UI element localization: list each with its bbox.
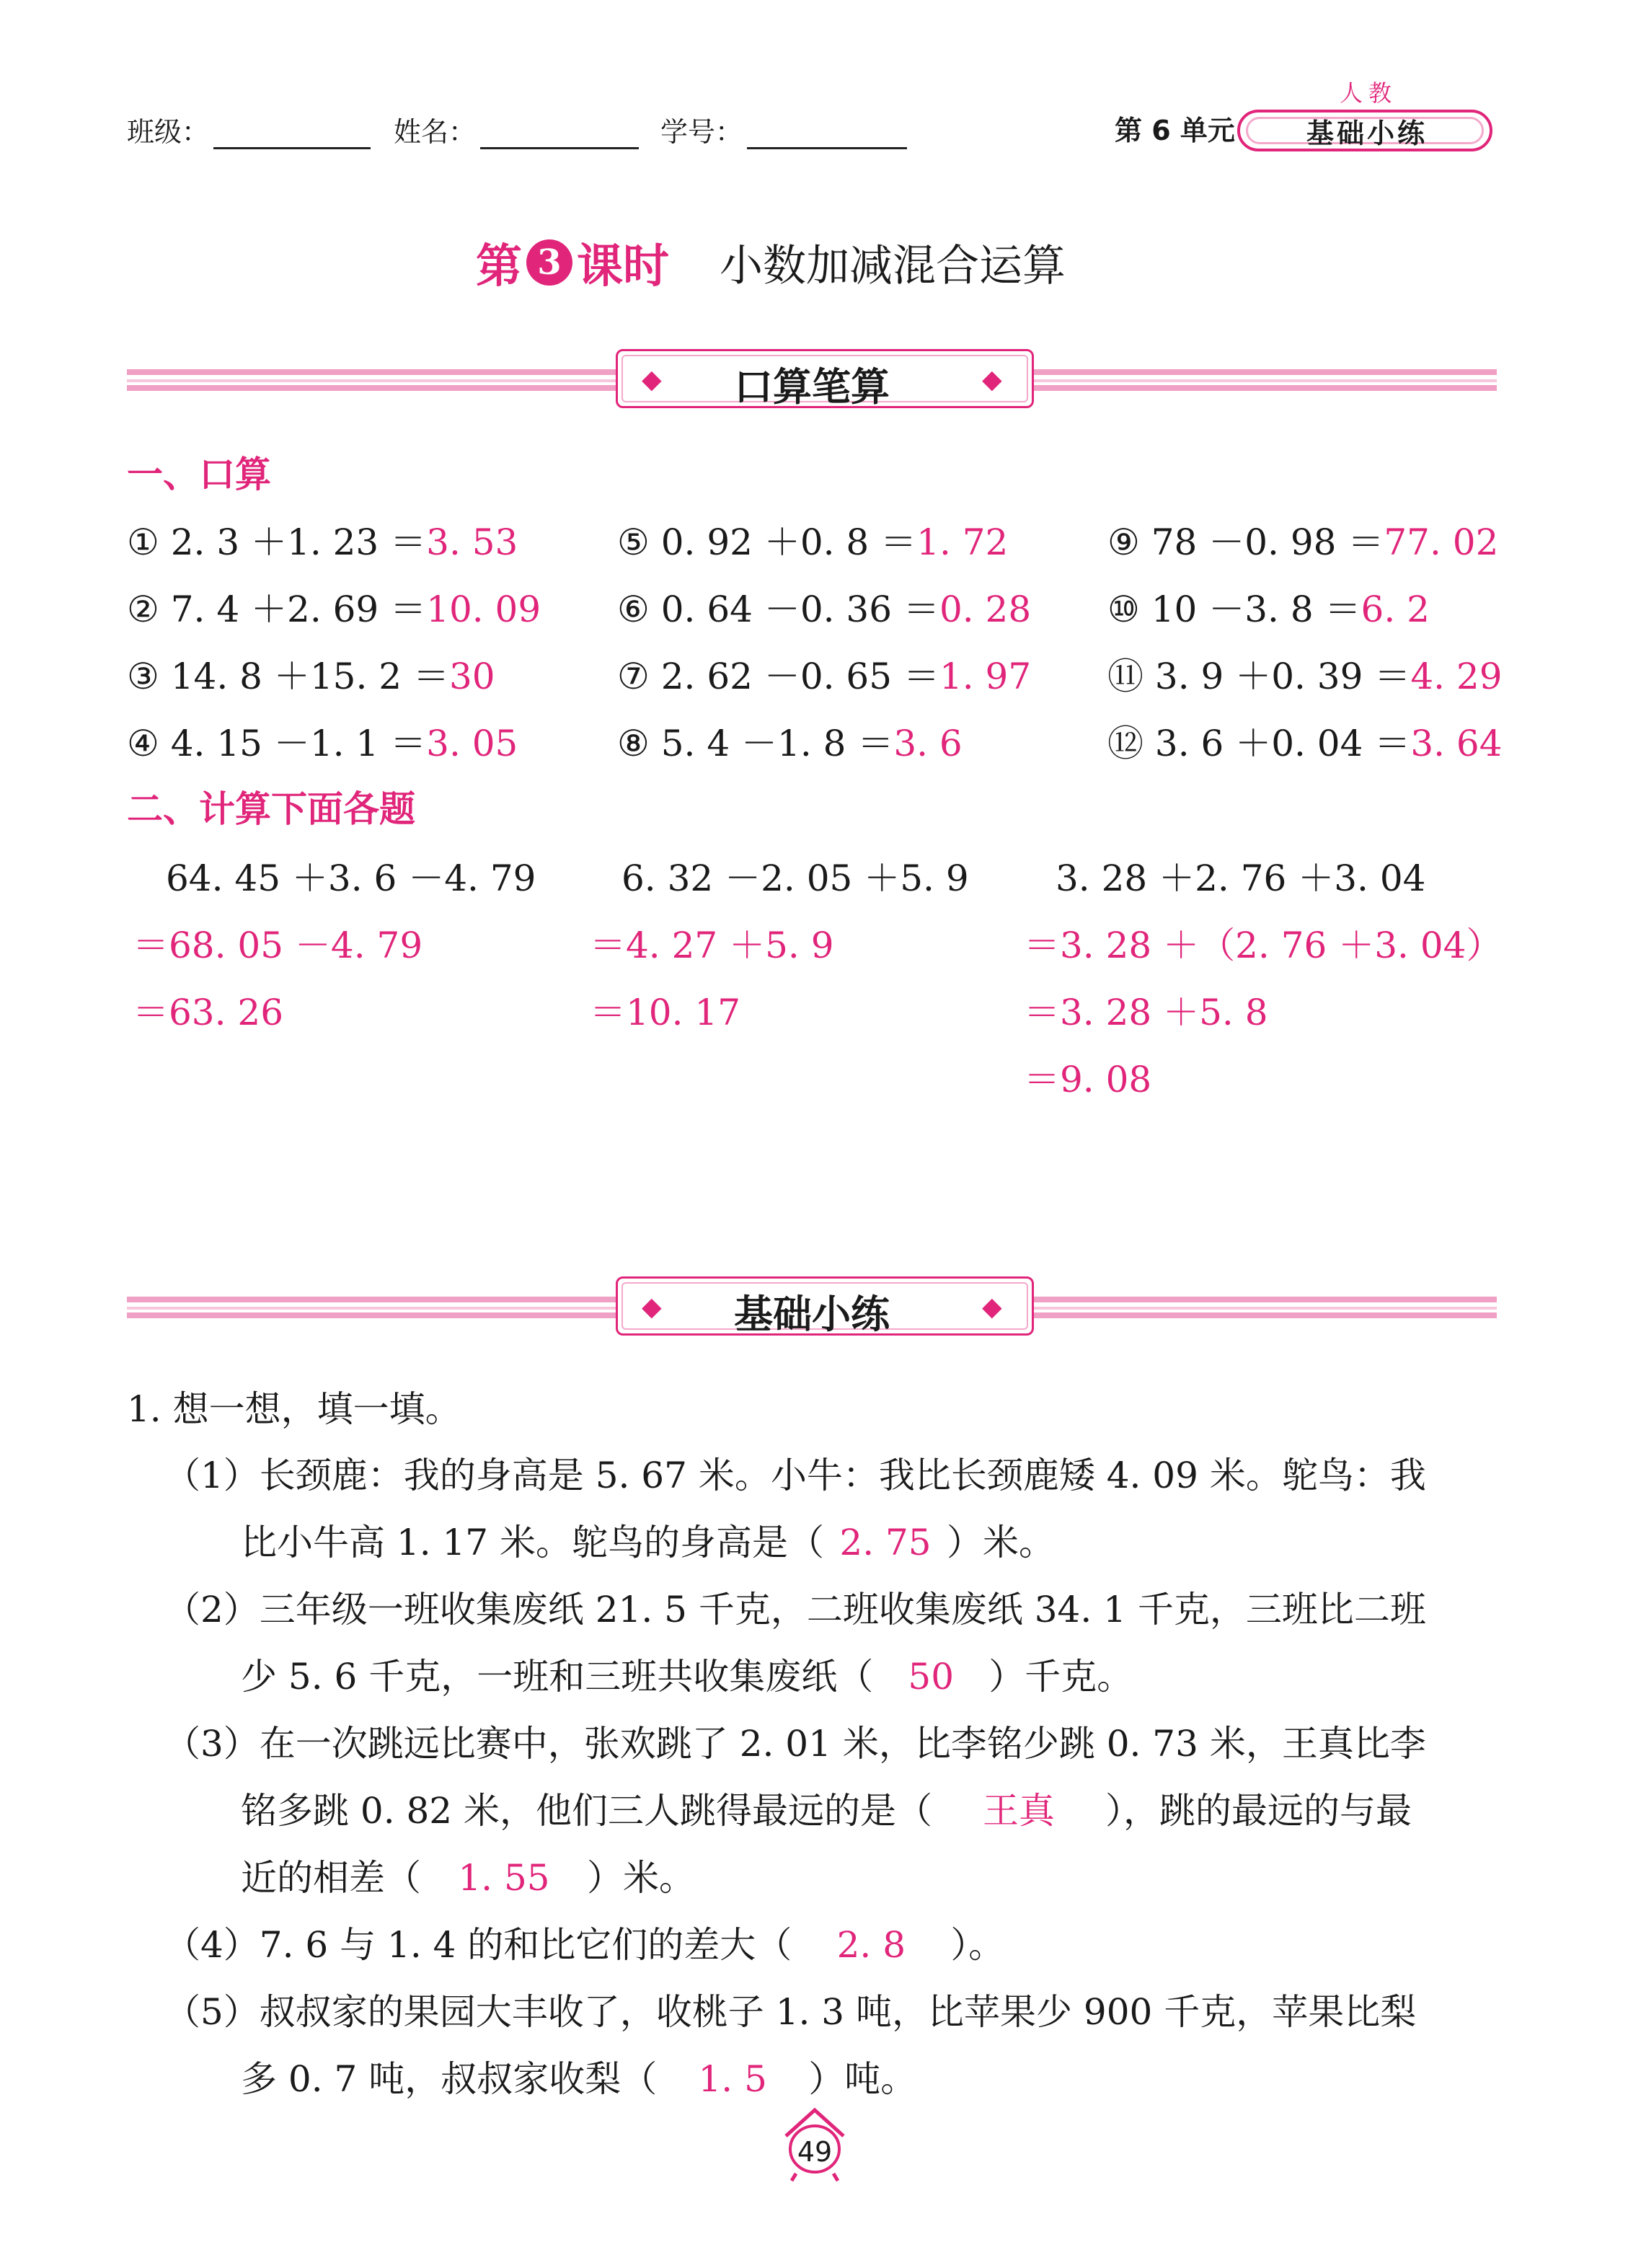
question-line: 少 5. 6 千克，一班和三班共收集废纸（ 50 ）千克。: [241, 1656, 1133, 1698]
question-line: 近的相差（ 1. 55 ）米。: [241, 1857, 695, 1899]
page-number-badge: [779, 2104, 851, 2184]
written-step: ＝3. 28 ＋5. 8: [1024, 992, 1268, 1033]
question-line: （4）7. 6 与 1. 4 的和比它们的差大（ 2. 8 ）。: [164, 1924, 1005, 1966]
oral-item: ⑪ 3. 9 ＋0. 39 ＝4. 29: [1107, 656, 1503, 697]
question-line: （3）在一次跳远比赛中，张欢跳了 2. 01 米，比李铭少跳 0. 73 米，王真比李: [164, 1723, 1426, 1765]
class-label: 班级：: [127, 116, 210, 148]
oral-item: ⑤ 0. 92 ＋0. 8 ＝1. 72: [617, 521, 1009, 563]
oral-item: ④ 4. 15 －1. 1 ＝3. 05: [127, 723, 518, 764]
oral-item: ⑩ 10 －3. 8 ＝6. 2: [1107, 588, 1430, 630]
oral-item: ⑨ 78 －0. 98 ＝77. 02: [1107, 521, 1499, 563]
question-line: （2）三年级一班收集废纸 21. 5 千克，二班收集废纸 34. 1 千克，三班比二班: [164, 1589, 1426, 1631]
written-step: ＝9. 08: [1024, 1059, 1152, 1100]
written-step: ＝10. 17: [590, 992, 741, 1033]
badge-text: 基础小练: [1306, 118, 1428, 149]
written-step: ＝68. 05 －4. 79: [133, 925, 423, 966]
question-line: 比小牛高 1. 17 米。鸵鸟的身高是（ 2. 75 ）米。: [241, 1522, 1056, 1563]
diamond-icon: ◆: [642, 365, 662, 394]
written-expression: 3. 28 ＋2. 76 ＋3. 04: [1056, 857, 1426, 899]
diamond-icon: ◆: [982, 365, 1002, 394]
answer-blank[interactable]: 1. 55: [458, 1857, 550, 1899]
diamond-icon: ◆: [982, 1292, 1002, 1322]
section-banner-basic-practice: [127, 1276, 1497, 1338]
class-field: [127, 110, 371, 149]
question-line: 多 0. 7 吨，叔叔家收梨（ 1. 5 ）吨。: [241, 2058, 917, 2100]
written-heading: 二、计算下面各题: [127, 788, 415, 830]
class-blank[interactable]: [213, 118, 371, 149]
written-expression: 64. 45 ＋3. 6 －4. 79: [166, 857, 536, 899]
answer-blank[interactable]: 1. 5: [698, 2058, 767, 2100]
diamond-icon: ◆: [642, 1292, 662, 1322]
name-field: [394, 110, 639, 149]
oral-item: ⑧ 5. 4 －1. 8 ＝3. 6: [617, 723, 963, 764]
lesson-number: 3: [526, 239, 572, 286]
answer-blank[interactable]: 50: [908, 1656, 955, 1698]
student-id-blank[interactable]: [747, 118, 907, 149]
oral-item: ② 7. 4 ＋2. 69 ＝10. 09: [127, 588, 541, 630]
publisher-label: 人教: [1340, 79, 1398, 107]
banner-title: 基础小练: [734, 1292, 890, 1337]
question-line: （1）长颈鹿：我的身高是 5. 67 米。小牛：我比长颈鹿矮 4. 09 米。鸵鸟：我: [164, 1455, 1426, 1496]
oral-item: ① 2. 3 ＋1. 23 ＝3. 53: [127, 521, 518, 563]
oral-heading: 一、口算: [127, 454, 271, 495]
written-step: ＝3. 28 ＋（2. 76 ＋3. 04）: [1024, 925, 1503, 966]
written-step: ＝63. 26: [133, 992, 284, 1033]
series-badge: [1237, 101, 1494, 153]
section-banner-oral-written: [127, 349, 1497, 411]
question-title: 1. 想一想，填一填。: [127, 1388, 461, 1430]
lesson-title: [476, 229, 1066, 296]
student-id-label: 学号：: [660, 116, 743, 148]
answer-blank[interactable]: 2. 75: [839, 1522, 932, 1563]
lesson-topic: 小数加减混合运算: [720, 241, 1066, 291]
oral-item: ⑦ 2. 62 －0. 65 ＝1. 97: [617, 656, 1032, 697]
written-expression: 6. 32 －2. 05 ＋5. 9: [621, 857, 969, 899]
answer-blank[interactable]: 王真: [983, 1790, 1056, 1832]
unit-label: 第 6 单元: [1115, 115, 1235, 146]
question-line: 铭多跳 0. 82 米，他们三人跳得最远的是（ 王真 ），跳的最远的与最: [241, 1782, 1412, 1834]
written-step: ＝4. 27 ＋5. 9: [590, 925, 834, 966]
name-blank[interactable]: [480, 118, 639, 149]
lesson-prefix: 第: [476, 240, 522, 294]
question-line: （5）叔叔家的果园大丰收了，收桃子 1. 3 吨，比苹果少 900 千克，苹果比梨: [164, 1991, 1417, 2033]
name-label: 姓名：: [394, 116, 477, 148]
oral-item: ⑫ 3. 6 ＋0. 04 ＝3. 64: [1107, 723, 1503, 764]
oral-item: ⑥ 0. 64 －0. 36 ＝0. 28: [617, 588, 1032, 630]
answer-blank[interactable]: 2. 8: [836, 1924, 906, 1966]
oral-item: ③ 14. 8 ＋15. 2 ＝30: [127, 656, 495, 697]
banner-title: 口算笔算: [734, 364, 890, 410]
lesson-suffix: 课时: [577, 240, 669, 294]
page-number: 49: [797, 2136, 833, 2168]
student-id-field: [660, 110, 907, 149]
